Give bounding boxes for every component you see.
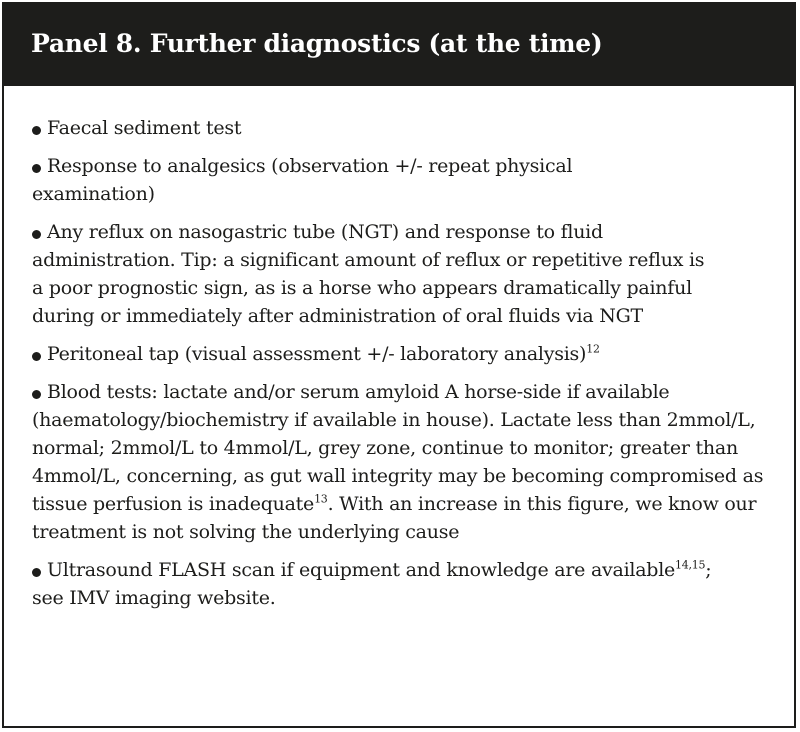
diagnostics-list: [32, 114, 772, 622]
list-item: [32, 556, 732, 612]
panel-header: [4, 4, 794, 86]
list-item-text: Any reflux on nasogastric tube (NGT) and response to fluid administration. Tip: a significant amount of reflux or repetitive reflux is a poor prognostic sign, as is a horse who appears dramatically painful during or immediately after administration of oral fluids via NGT: [32, 221, 705, 327]
list-item-text: Peritoneal tap (visual assessment +/- laboratory analysis)$^{12}$: [47, 342, 600, 365]
list-item: [32, 378, 772, 546]
list-item-text: Blood tests: lactate and/or serum amyloid A horse-side if available (haematology/biochemistry if available in house). Lactate less than 2mmol/L, normal; 2mmol/L to 4mmol/L, grey zone, continue to monitor; greater than 4mmol/L, concerning, as gut wall integrity may be becoming compromised as tissue perfusion is inadequate$^{13}$. With an increase in this figure, we know our treatment is not solving the underlying cause: [32, 381, 764, 543]
citation-sup: 12: [586, 342, 600, 356]
panel-title: Panel 8. Further diagnostics (at the time): [31, 29, 603, 58]
citation-sup: 13: [314, 492, 328, 506]
list-item: [32, 340, 772, 368]
list-item: [32, 114, 772, 142]
list-item: [32, 152, 592, 208]
list-item-text: Response to analgesics (observation +/- repeat physical examination): [32, 155, 573, 205]
diagnostics-panel: [2, 2, 796, 728]
citation-sup: 14,15: [675, 558, 706, 572]
list-item: [32, 218, 712, 330]
list-item-text: Faecal sediment test: [47, 117, 242, 139]
list-item-text: Ultrasound FLASH scan if equipment and knowledge are available$^{14,15}$; see IMV imaging website.: [32, 558, 712, 609]
